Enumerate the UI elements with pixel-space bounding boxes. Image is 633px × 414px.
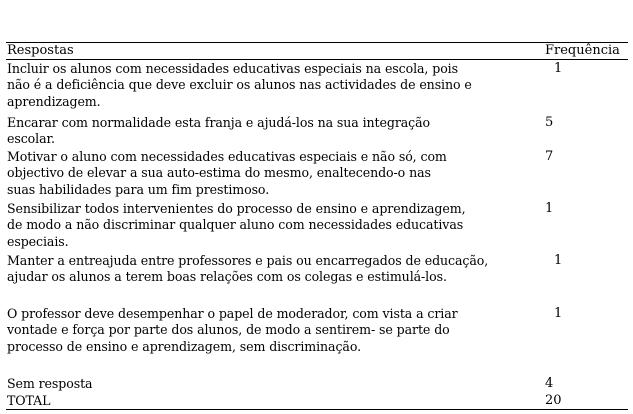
response-line: Sensibilizar todos intervenientes do processo de ensino e aprendizagem, — [7, 201, 466, 216]
table-row-response — [7, 149, 537, 198]
table-row-response — [7, 306, 537, 355]
response-line: Manter a entreajuda entre professores e pais ou encarregados de educação, — [7, 253, 489, 268]
response-line: suas habilidades para um fim prestimoso. — [7, 181, 270, 197]
table-row-response — [7, 376, 537, 392]
response-line: processo de ensino e aprendizagem, sem discriminação. — [7, 338, 361, 354]
frequency-value: 1 — [554, 306, 563, 321]
total-label: TOTAL — [7, 393, 51, 408]
table-header-rule — [6, 59, 628, 60]
frequency-value: 1 — [554, 253, 563, 268]
response-line: especiais. — [7, 233, 69, 249]
total-value: 20 — [545, 393, 562, 408]
table-row-total — [7, 393, 537, 409]
response-line: Encarar com normalidade esta franja e ajudá-los na sua integração — [7, 115, 430, 130]
response-line: de modo a não discriminar qualquer aluno com necessidades educativas — [7, 217, 464, 233]
response-line: vontade e força por parte dos alunos, de modo a sentirem- se parte do — [7, 322, 450, 338]
table-row-response — [7, 115, 537, 148]
response-line: ajudar os alunos a terem boas relações com os colegas e estimulá-los. — [7, 269, 447, 285]
frequency-value: 7 — [545, 149, 554, 164]
response-line: Sem resposta — [7, 376, 93, 391]
response-line: Motivar o aluno com necessidades educativas especiais e não só, com — [7, 149, 447, 164]
table-row-response — [7, 201, 537, 250]
frequency-value: 4 — [545, 376, 554, 391]
response-line: O professor deve desempenhar o papel de moderador, com vista a criar — [7, 306, 458, 321]
response-line: não é a deficiência que deve excluir os alunos nas actividades de ensino e — [7, 77, 472, 93]
frequency-value: 5 — [545, 115, 554, 130]
frequency-value: 1 — [554, 61, 563, 76]
header-respostas: Respostas — [7, 43, 74, 58]
response-line: objectivo de elevar a sua auto-estima do mesmo, enaltecendo-o nas — [7, 165, 431, 181]
response-line: escolar. — [7, 131, 55, 147]
frequency-value: 1 — [545, 201, 554, 216]
table-row-response — [7, 253, 537, 286]
response-line: Incluir os alunos com necessidades educativas especiais na escola, pois — [7, 61, 458, 76]
table-top-rule — [6, 42, 628, 43]
response-line: aprendizagem. — [7, 93, 101, 109]
header-frequencia: Frequência — [545, 43, 620, 58]
table-row-response — [7, 61, 537, 110]
